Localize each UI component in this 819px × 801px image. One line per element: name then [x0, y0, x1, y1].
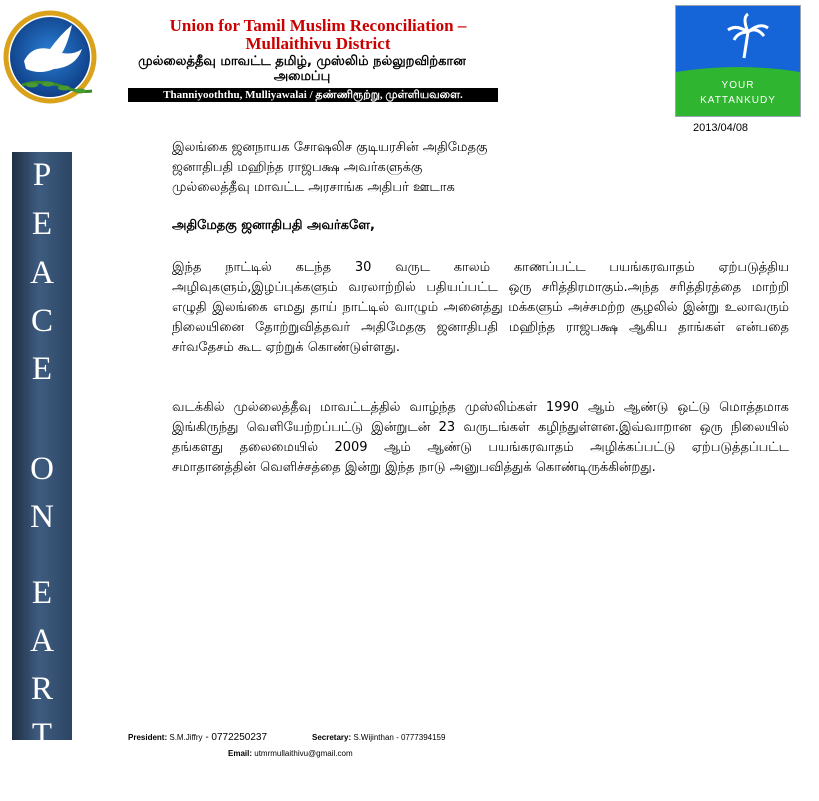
kattankudy-logo: [675, 5, 801, 117]
address-bar: Thanniyooththu, Mulliyawalai / தண்ணிரூற்று, முள்ளியவளை.: [128, 88, 498, 102]
side-letter: O: [30, 451, 54, 487]
secretary-phone: - 0777394159: [393, 733, 446, 742]
side-letter: R: [30, 671, 53, 707]
dove-logo: [2, 5, 98, 115]
side-letter: P: [32, 157, 52, 193]
email-label: Email:: [228, 749, 253, 758]
tamil-title-line-2: அமைப்பு: [273, 69, 331, 84]
president-name: S.M.Jiffry: [169, 733, 203, 742]
body-paragraph-1: இந்த நாட்டில் கடந்த 30 வருட காலம் காணப்பட்ட பயங்கரவாதம் ஏற்படுத்திய அழிவுகளும்,இழப்புக்களும் வரலாற்றில் பதியப்பட்ட ஒரு சரித்திரமாகும்.அந்த சரித்திரத்தை மாற்றி எழுதி இலங்கை எமது தாய் நாட்டில் வாழும் அனைத்து மக்களும் அச்சமற்ற சூழலில் இன்று உலாவரும் நிலையினை தோற்றுவித்தவர் அதிமேதகு ஜனாதிபதி மஹிந்த ராஜபக்ஷ ஆகிய தாங்கள் என்பதை சர்வதேசம் கூட ஏற்றுக் கொண்டுள்ளது.: [172, 260, 789, 355]
side-letter: H: [30, 765, 54, 801]
body-paragraph-2: வடக்கில் முல்லைத்தீவு மாவட்டத்தில் வாழ்ந்த முஸ்லிம்கள் 1990 ஆம் ஆண்டு ஒட்டு மொத்தமாக இங்கிருந்து வெளியேற்றப்பட்டு இன்றுடன் 23 வருடங்கள் கழிந்துள்ளன.இவ்வாறான ஒரு நிலையில் தங்களது தலைமையில் 2009 ஆம் ஆண்டு பயங்கரவாதம் அழிக்கப்பட்டு ஏற்படுத்தப்பட்ட சமாதானத்தின் வெளிச்சத்தை இன்று இந்த நாடு அனுபவித்துக் கொண்டிருக்கின்றது.: [172, 400, 789, 475]
side-letter: N: [30, 499, 54, 535]
secretary-label: Secretary:: [312, 733, 352, 742]
email-value[interactable]: utmrmullaithivu@gmail.com: [254, 749, 353, 758]
side-letter: A: [30, 255, 54, 291]
title-line-1: Union for Tamil Muslim Reconciliation –: [169, 16, 467, 35]
side-letter: E: [31, 206, 53, 242]
recipient-line-2: ஜனாதிபதி மஹிந்த ராஜபக்ஷ அவர்களுக்கு: [172, 160, 423, 175]
recipient-line-3: முல்லைத்தீவு மாவட்ட அரசாங்க அதிபர் ஊடாக: [172, 180, 455, 195]
footer-email: [228, 749, 353, 758]
side-letter: E: [31, 575, 53, 611]
peace-on-earth-banner: [12, 152, 72, 801]
side-letter: C: [30, 303, 53, 339]
side-letter: A: [30, 623, 54, 659]
recipient-line-1: இலங்கை ஜனநாயக சோஷலிச குடியரசின் அதிமேதகு: [172, 140, 488, 155]
logo-line-2: KATTANKUDY: [700, 95, 776, 106]
footer-president: [128, 732, 267, 743]
organization-title-tamil: [104, 54, 500, 84]
title-line-2: Mullaithivu District: [245, 34, 391, 53]
secretary-name: S.Wijinthan: [353, 733, 394, 742]
salutation: அதிமேதகு ஜனாதிபதி அவர்களே,: [172, 218, 375, 233]
logo-line-1: YOUR: [721, 80, 755, 91]
president-phone: - 0772250237: [202, 732, 268, 743]
letter-date: 2013/04/08: [693, 122, 749, 134]
side-letter: E: [31, 351, 53, 387]
side-letter: T: [31, 717, 53, 753]
footer-secretary: [312, 733, 445, 742]
president-label: President:: [128, 733, 168, 742]
tamil-title-line-1: முல்லைத்தீவு மாவட்ட தமிழ், முஸ்லிம் நல்லுறவிற்கான: [138, 54, 466, 69]
recipient-address: [172, 138, 487, 198]
organization-title: [128, 17, 508, 53]
